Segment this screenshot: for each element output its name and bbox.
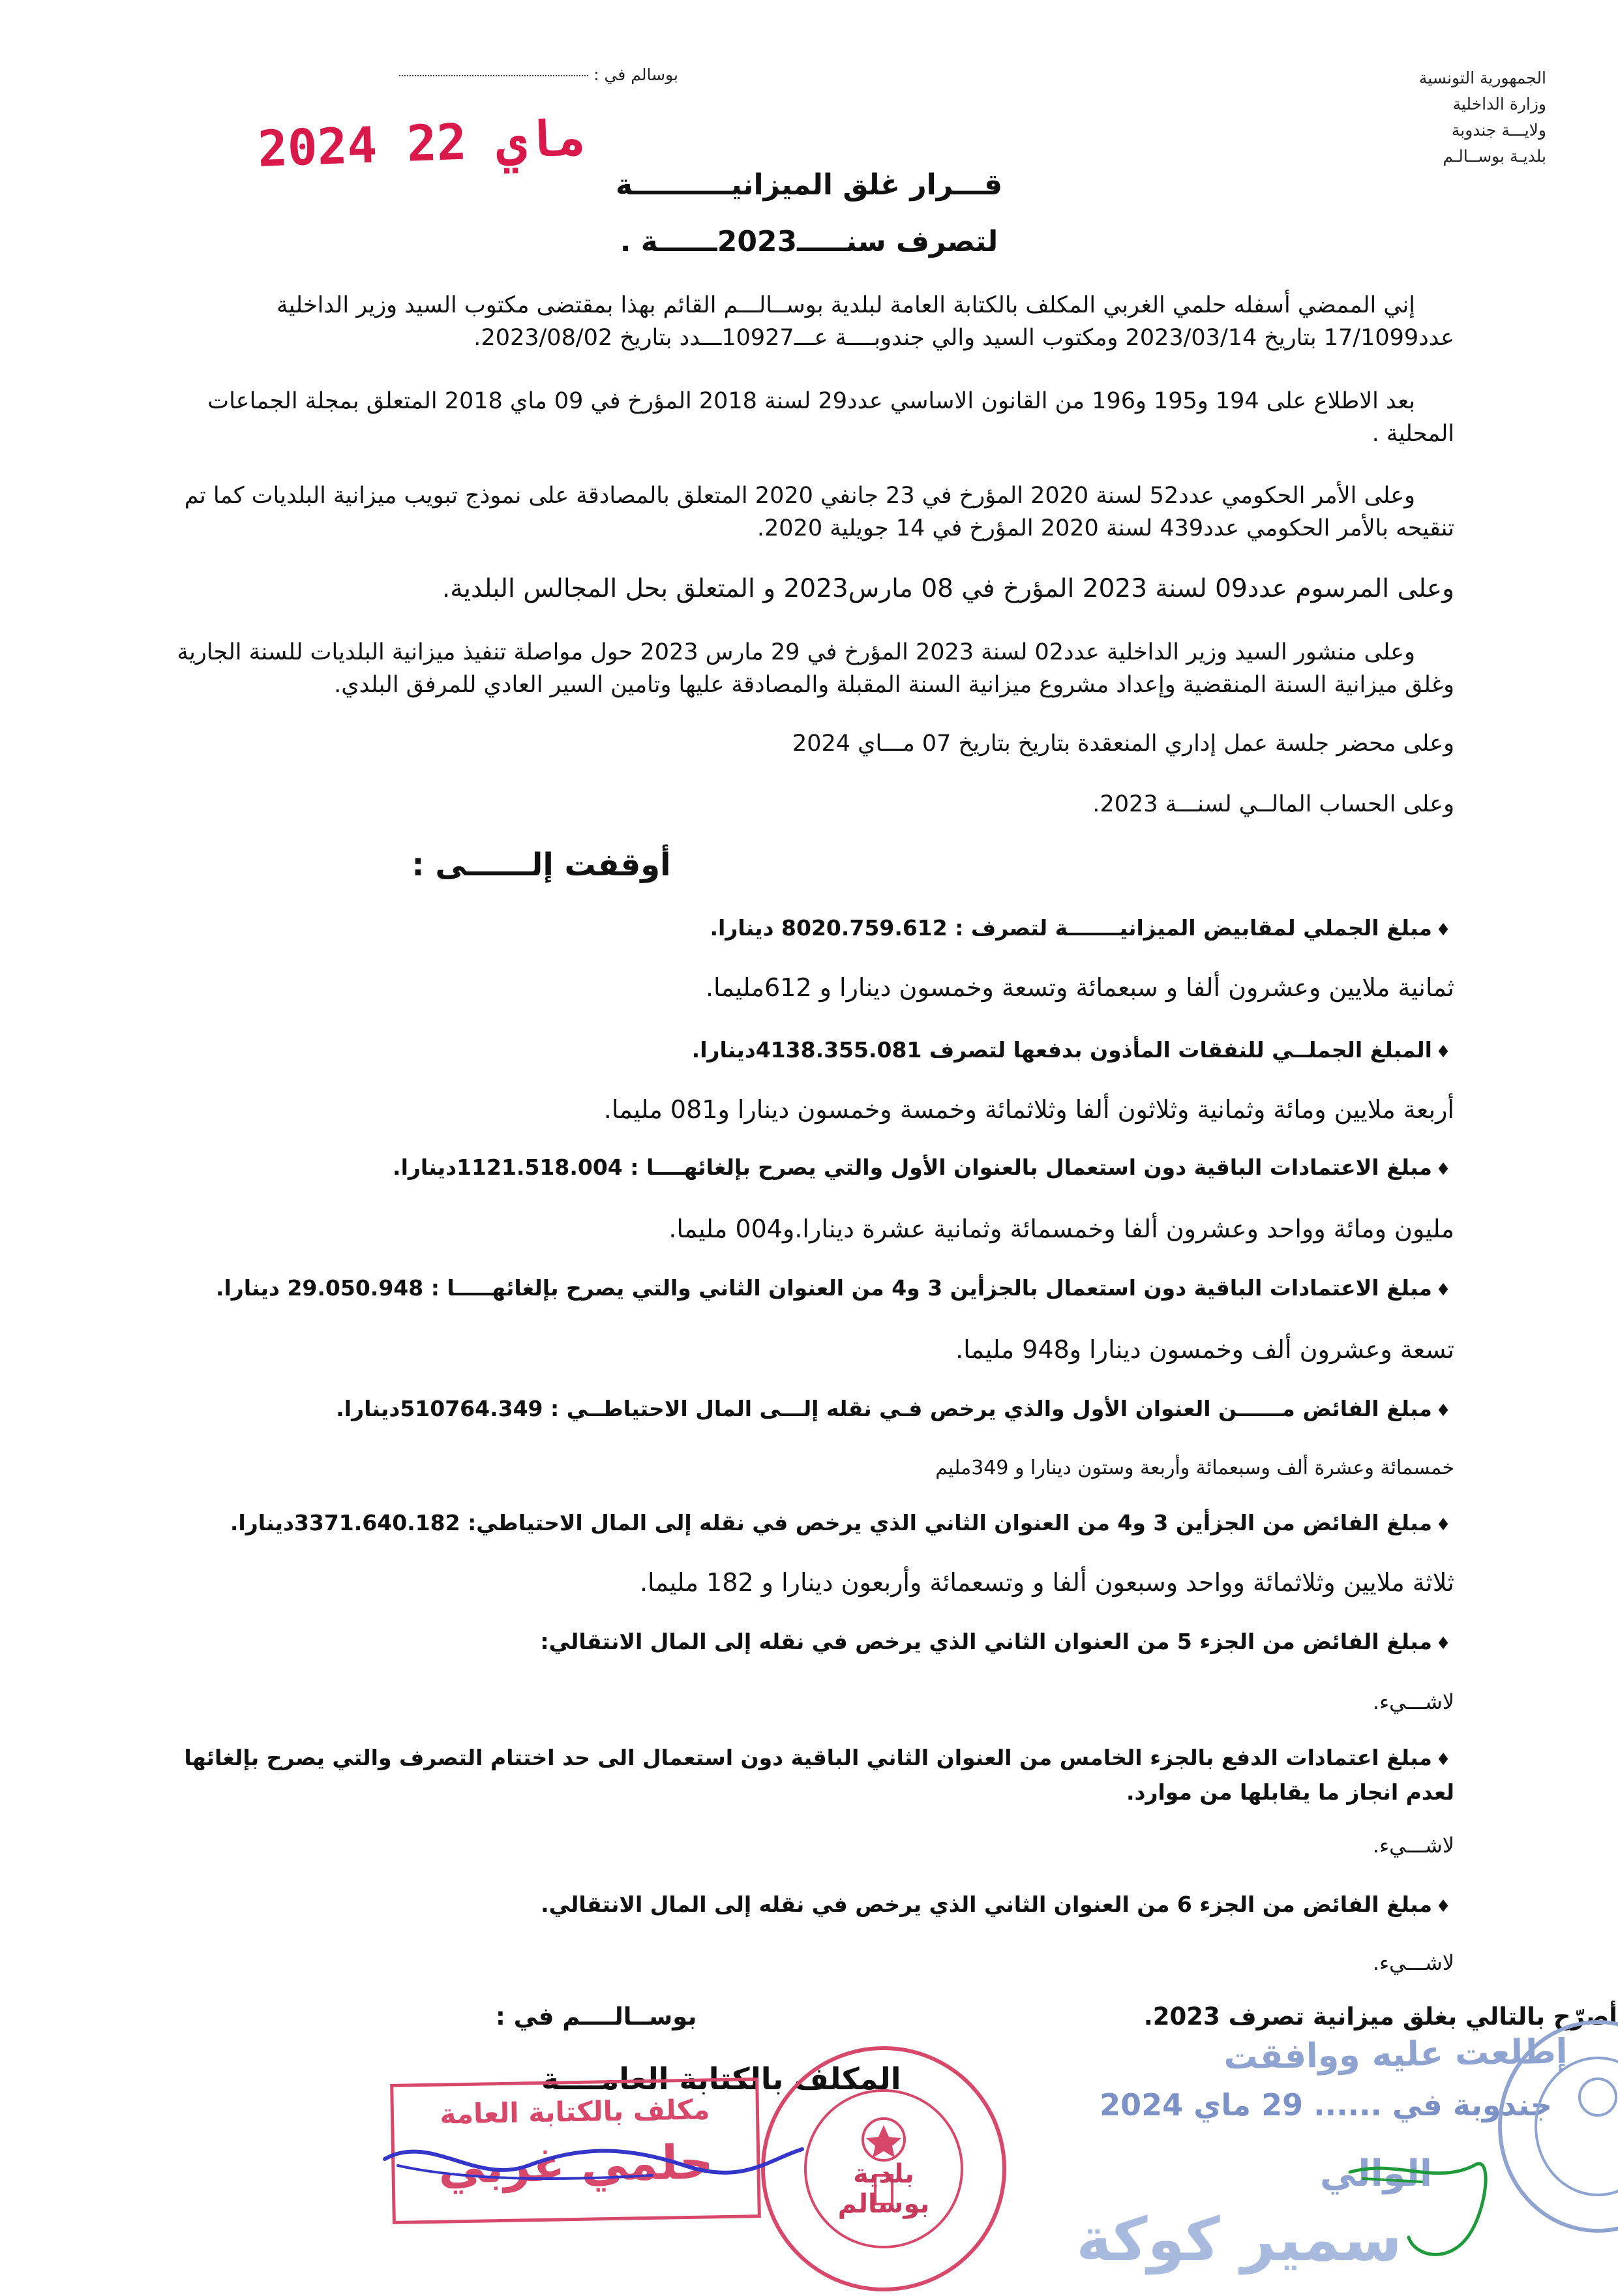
governor-title: الوالي — [1319, 2152, 1433, 2195]
governorate-line: ولايـــة جندوبة — [1451, 121, 1546, 140]
item-1-words: ثمانية ملايين وعشرون ألفا و سبعمائة وتسعة وخمسون دينارا و 612مليما. — [705, 973, 1454, 1002]
diamond-bullet-icon: ♦ — [1435, 1750, 1451, 1770]
signature-stroke-icon — [378, 2120, 809, 2192]
section-heading: أوقفت إلــــــى : — [412, 847, 671, 883]
diamond-bullet-icon: ♦ — [1435, 1897, 1451, 1916]
signer-title: المكلف بالكتابة العامــــة — [541, 2061, 901, 2096]
item-9-value: لاشـــيء. — [1372, 1950, 1454, 1975]
paragraph-5: وعلى منشور السيد وزير الداخلية عدد02 لسنة 2023 المؤرخ في 29 مارس 2023 حول مواصلة تنفيذ ميزانية البلديات للسنة الجارية وغلق ميزانية السنة المنقضية وإعداد مشروع ميزانية السنة المقبلة والمصادقة عليها وتامين السير العادي للمرفق البلدي. — [177, 639, 1454, 698]
item-5-amount: ♦مبلغ الفائض مــــــن العنوان الأول والذي يرخص فـي نقله إلـــى المال الاحتياطــي : 510764.349دينارا. — [150, 1393, 1454, 1427]
paragraph-7: وعلى الحساب المالــي لسنـــة 2023. — [1092, 791, 1454, 817]
paragraph-4: وعلى المرسوم عدد09 لسنة 2023 المؤرخ في 08 مارس2023 و المتعلق بحل المجالس البلدية. — [442, 574, 1454, 603]
item-3-amount: ♦مبلغ الاعتمادات الباقية دون استعمال بالعنوان الأول والتي يصرح بإلغائهــــا : 1121.518.004دينارا. — [150, 1151, 1454, 1186]
item-8-amount: ♦مبلغ اعتمادات الدفع بالجزء الخامس من العنوان الثاني الباقية دون استعمال الى حد اختتام التصرف والتي يصرح بإلغائها لعدم انجاز ما يقابلها من موارد. — [184, 1745, 1454, 1805]
place-label: بوسالم في : — [593, 65, 678, 84]
stamp-rect-title: مكلف بالكتابة العامة — [440, 2093, 710, 2130]
green-signature-icon — [1337, 2087, 1506, 2276]
seal-text: بلدية بوسالم — [837, 2159, 930, 2219]
republic-line: الجمهورية التونسية — [1418, 68, 1546, 87]
diamond-bullet-icon: ♦ — [1435, 920, 1451, 940]
paragraph-1: إني الممضي أسفله حلمي الغربي المكلف بالكتابة العامة لبلدية بوســالـــم القائم بهذا بمقتضى مكتوب السيد وزير الداخلية عدد17/1099 بتاريخ 2023/03/14 ومكتوب السيد والي جندوبــــة عـــ10927ـــدد بتاريخ 2023/08/02. — [277, 292, 1454, 351]
item-3-words: مليون ومائة وواحد وعشرون ألفا وخمسمائة وثمانية عشرة دينارا.و004 مليما. — [668, 1215, 1454, 1243]
item-5-words: خمسمائة وعشرة ألف وسبعمائة وأربعة وستون دينارا و 349مليم — [935, 1457, 1454, 1479]
item-9-amount: ♦مبلغ الفائض من الجزء 6 من العنوان الثاني الذي يرخص في نقله إلى المال الانتقالي. — [150, 1888, 1454, 1923]
diamond-bullet-icon: ♦ — [1435, 1042, 1451, 1062]
document-subtitle: لتصرف سنـــــ2023ــــــة . — [620, 225, 998, 258]
diamond-bullet-icon: ♦ — [1435, 1634, 1451, 1654]
item-2-amount: ♦المبلغ الجملــي للنفقات المأذون بدفعها لتصرف 4138.355.081دينارا. — [150, 1034, 1454, 1068]
date-dots — [399, 75, 588, 76]
document-title: قـــرار غلق الميزانيــــــــــة — [615, 168, 1003, 202]
stamp-rect-name: حلمي غربي — [438, 2134, 714, 2194]
closing-declaration: أصرّح بالتالي بغلق ميزانية تصرف 2023. — [1143, 2002, 1617, 2031]
governorate-seal-icon — [1493, 2019, 1618, 2234]
municipality-line: بلديـة بوســالـم — [1443, 147, 1546, 166]
letterhead — [1272, 65, 1546, 170]
paragraph-3: وعلى الأمر الحكومي عدد52 لسنة 2020 المؤرخ في 23 جانفي 2020 المتعلق بالمصادقة على نموذج تبويب ميزانية البلديات كما تم تنقيحه بالأمر الحكومي عدد439 لسنة 2020 المؤرخ في 14 جويلية 2020. — [184, 483, 1454, 541]
diamond-bullet-icon: ♦ — [1435, 1160, 1451, 1179]
item-6-amount: ♦مبلغ الفائض من الجزأين 3 و4 من العنوان الثاني الذي يرخص في نقله إلى المال الاحتياطي: 3371.640.182دينارا. — [150, 1507, 1454, 1541]
place-date-line — [391, 65, 678, 84]
governor-name: سمير كوكة — [1076, 2205, 1402, 2274]
item-6-words: ثلاثة ملايين وثلاثمائة وواحد وسبعون ألفا و وتسعمائة وأربعون دينارا و 182 مليما. — [639, 1568, 1454, 1597]
item-4-amount: ♦مبلغ الاعتمادات الباقية دون استعمال بالجزأين 3 و4 من العنوان الثاني والتي يصرح بإلغائهـــــا : 29.050.948 دينارا. — [150, 1272, 1454, 1307]
item-8-value: لاشـــيء. — [1372, 1833, 1454, 1858]
diamond-bullet-icon: ♦ — [1435, 1280, 1451, 1300]
closing-place: بوســالــــم في : — [496, 2002, 697, 2031]
item-1-amount: ♦مبلغ الجملي لمقابيض الميزانيـــــــة لتصرف : 8020.759.612 دينارا. — [150, 912, 1454, 946]
paragraph-6: وعلى محضر جلسة عمل إداري المنعقدة بتاريخ بتاريخ 07 مـــاي 2024 — [792, 731, 1454, 757]
date-stamp: 2024 ماي 22 — [256, 108, 587, 178]
item-4-words: تسعة وعشرون ألف وخمسون دينارا و948 مليما. — [955, 1335, 1454, 1364]
item-7-amount: ♦مبلغ الفائض من الجزء 5 من العنوان الثاني الذي يرخص في نقله إلى المال الانتقالي: — [150, 1625, 1454, 1660]
item-2-words: أربعة ملايين ومائة وثمانية وثلاثون ألفا وثلاثمائة وخمسة وخمسون دينارا و081 مليما. — [603, 1095, 1454, 1124]
approval-stamp-line: إطلعت عليه ووافقت — [1223, 2032, 1568, 2077]
item-7-value: لاشـــيء. — [1372, 1689, 1454, 1714]
approval-date-line: جندوبة في ...... 29 ماي 2024 — [1100, 2087, 1552, 2122]
ministry-line: وزارة الداخلية — [1452, 95, 1546, 113]
paragraph-2: بعد الاطلاع على 194 و195 و196 من القانون الاساسي عدد29 لسنة 2018 المؤرخ في 09 ماي 2018 المتعلق بمجلة الجماعات المحلية . — [207, 388, 1454, 447]
diamond-bullet-icon: ♦ — [1435, 1515, 1451, 1535]
diamond-bullet-icon: ♦ — [1435, 1401, 1451, 1421]
